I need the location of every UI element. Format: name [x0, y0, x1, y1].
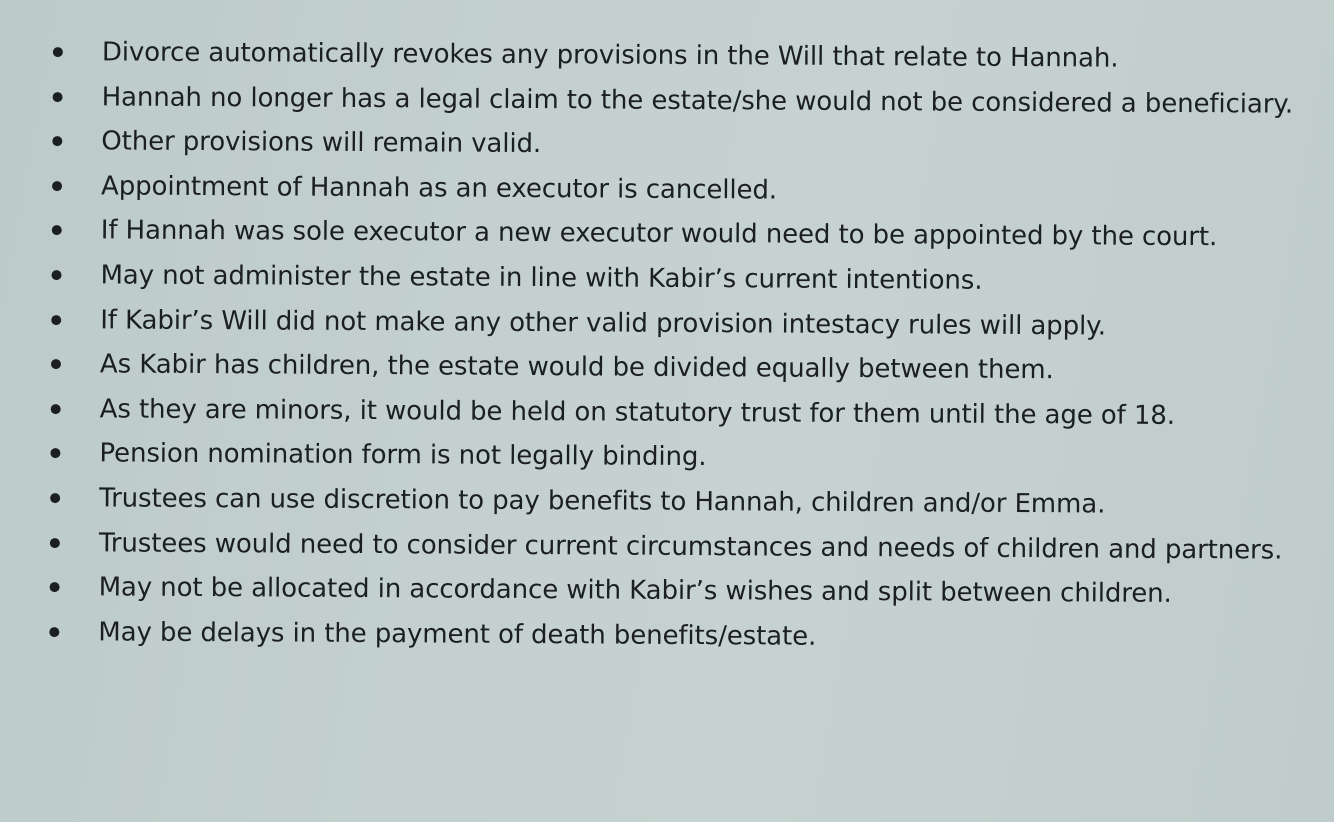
bullet-point-icon — [51, 270, 61, 280]
bullet-point-icon — [50, 538, 60, 548]
list-item-text: As they are minors, it would be held on statutory trust for them until the age of 18. — [99, 394, 1176, 431]
list-item-text: Trustees can use discretion to pay benefits to Hannah, children and/or Emma. — [99, 483, 1106, 520]
bullet-point-icon — [50, 493, 60, 503]
bullet-point-icon — [49, 627, 59, 637]
list-item — [39, 168, 1299, 212]
list-item — [39, 123, 1299, 167]
list-item — [37, 569, 1297, 613]
list-item-text: May not be allocated in accordance with Kabir’s wishes and split between children. — [98, 572, 1172, 610]
list-item — [38, 302, 1298, 346]
list-item — [40, 34, 1300, 78]
bullet-point-icon — [50, 448, 60, 458]
bullet-point-icon — [52, 181, 62, 191]
list-item — [37, 480, 1297, 524]
list-item-text: If Kabir’s Will did not make any other valid provision intestacy rules will apply. — [100, 304, 1107, 342]
list-item-text: As Kabir has children, the estate would be divided equally between them. — [99, 349, 1054, 386]
list-item-text: Appointment of Hannah as an executor is cancelled. — [100, 171, 778, 206]
bullet-point-icon — [53, 47, 63, 57]
list-item-text: Other provisions will remain valid. — [101, 126, 542, 160]
bullet-point-icon — [53, 92, 63, 102]
bullet-point-icon — [52, 225, 62, 235]
bullet-point-icon — [51, 404, 61, 414]
list-item — [39, 212, 1299, 256]
list-item-text: May be delays in the payment of death benefits/estate. — [98, 617, 817, 652]
bullet-point-icon — [52, 136, 62, 146]
bullet-list — [36, 34, 1300, 666]
list-item — [40, 79, 1300, 123]
bullet-point-icon — [50, 582, 60, 592]
list-item-text: Hannah no longer has a legal claim to the estate/she would not be considered a beneficiary. — [101, 81, 1294, 120]
list-item — [38, 257, 1298, 301]
list-item-text: Pension nomination form is not legally binding. — [99, 438, 707, 473]
list-item — [36, 614, 1296, 658]
list-item-text: Divorce automatically revokes any provisions in the Will that relate to Hannah. — [101, 37, 1119, 74]
list-item-text: If Hannah was sole executor a new executor would need to be appointed by the court. — [100, 215, 1218, 253]
bullet-point-icon — [51, 315, 61, 325]
list-item-text: May not administer the estate in line with Kabir’s current intentions. — [100, 260, 983, 296]
list-item — [38, 391, 1298, 435]
list-item — [37, 525, 1297, 569]
list-item — [38, 346, 1298, 390]
bullet-point-icon — [51, 359, 61, 369]
list-item-text: Trustees would need to consider current circumstances and needs of children and partners. — [98, 527, 1283, 566]
list-item — [37, 435, 1297, 479]
